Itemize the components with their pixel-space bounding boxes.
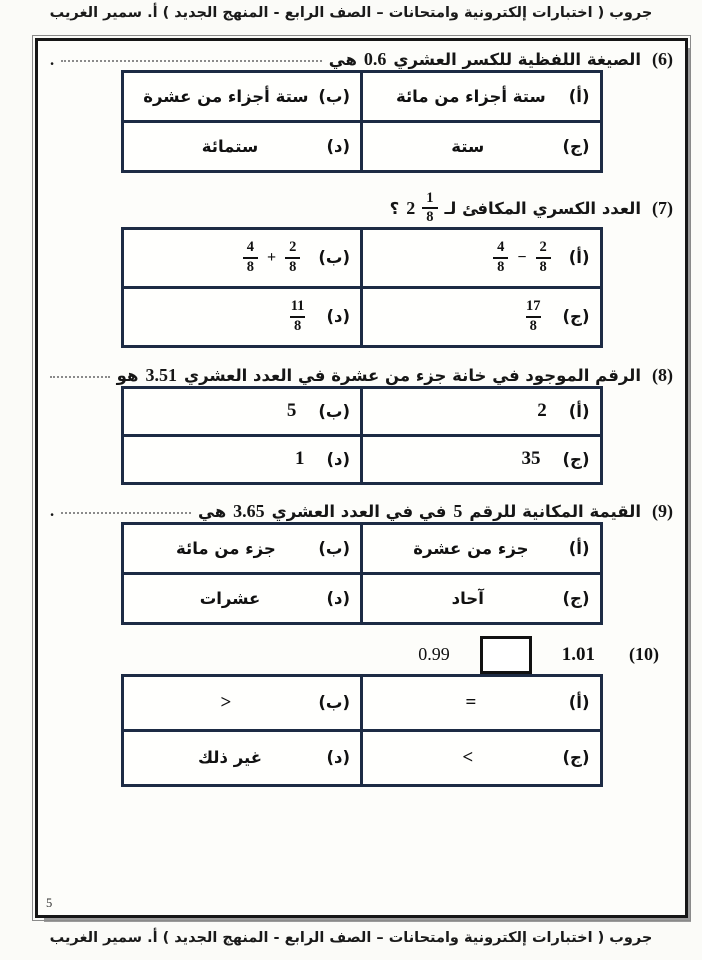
fraction (522, 298, 545, 335)
option-c-label: (ج) (562, 588, 590, 608)
question-9-value2: 3.65 (233, 500, 265, 521)
question-6-end-dot: . (50, 49, 55, 69)
mixed-number-whole: 2 (406, 197, 416, 218)
option-cell-b (122, 387, 362, 435)
option-cell-a (362, 387, 602, 435)
fraction-denominator: 8 (526, 316, 541, 335)
question-7 (50, 190, 673, 227)
fraction-denominator: 8 (493, 257, 508, 276)
option-b-label: (ب) (318, 538, 350, 558)
option-b-value: 5 (286, 400, 297, 422)
question-7-options-table (121, 227, 603, 348)
option-d-label: (د) (326, 307, 350, 327)
option-cell-a (362, 523, 602, 573)
question-8-value: 3.51 (145, 364, 177, 385)
question-7-text: العدد الكسري المكافئ لـ (444, 198, 641, 218)
question-9-middle: في في العدد العشري (271, 501, 447, 521)
worksheet-frame (35, 38, 688, 918)
fraction (287, 298, 309, 335)
option-cell-b (122, 675, 362, 730)
question-10-options-table (121, 674, 603, 787)
option-cell-b (122, 72, 362, 122)
table-row (122, 675, 601, 730)
table-row (122, 523, 601, 573)
option-cell-c (362, 730, 602, 785)
option-a-label: (أ) (568, 401, 590, 421)
table-row (122, 287, 601, 346)
option-a-value: = (465, 691, 477, 713)
option-a-label: (أ) (568, 693, 590, 713)
fraction (493, 239, 508, 276)
table-row (122, 228, 601, 287)
question-9-options-table (121, 522, 603, 625)
question-9-number: (9) (652, 500, 673, 521)
question-9-end-dot: . (50, 501, 55, 521)
question-9-value1: 5 (453, 500, 463, 521)
question-7-number: (7) (652, 197, 673, 218)
option-cell-b (122, 523, 362, 573)
option-d-label: (د) (326, 588, 350, 608)
option-cell-b (122, 228, 362, 287)
option-b-value: > (220, 691, 232, 713)
fraction-numerator: 11 (290, 298, 305, 315)
option-b-label: (ب) (318, 248, 350, 268)
option-cell-a (362, 228, 602, 287)
option-cell-d (122, 730, 362, 785)
fraction-numerator: 4 (246, 239, 254, 256)
fraction-numerator: 17 (526, 298, 541, 315)
fraction-denominator: 8 (536, 257, 551, 276)
fraction-denominator: 8 (422, 207, 437, 226)
question-8 (50, 365, 673, 386)
question-10-first-number: 1.01 (561, 643, 595, 665)
option-cell-d (122, 122, 362, 172)
question-6-value: 0.6 (363, 49, 387, 69)
page-footer (0, 930, 702, 946)
footer-title: جروب ( اختبارات إلكترونية وامتحانات – الصف الرابع - المنهج الجديد ) أ. سمير الغريب (49, 930, 653, 946)
table-row (122, 387, 601, 435)
question-9-suffix: هي (198, 501, 227, 521)
option-a-value: جزء من عشرة (413, 538, 529, 558)
header-title: جروب ( اختبارات إلكترونية وامتحانات – الصف الرابع - المنهج الجديد ) أ. سمير الغريب (49, 5, 653, 21)
option-d-value: غير ذلك (197, 748, 262, 768)
option-cell-d (122, 573, 362, 623)
question-10-number: (10) (629, 644, 659, 665)
option-d-label: (د) (326, 449, 350, 469)
option-cell-c (362, 122, 602, 172)
option-b-label: (ب) (318, 87, 350, 106)
page-header (0, 0, 702, 21)
option-cell-d (122, 287, 362, 346)
option-b-value: جزء من مائة (176, 538, 276, 558)
dotted-answer-line (50, 376, 110, 378)
fraction-numerator: 2 (289, 239, 297, 256)
question-6 (50, 49, 673, 70)
option-c-value: ستة (451, 137, 485, 156)
dotted-answer-line (61, 60, 322, 62)
fraction (243, 239, 258, 276)
option-cell-a (362, 675, 602, 730)
option-a-label: (أ) (568, 248, 590, 268)
fraction (285, 239, 300, 276)
option-c-label: (ج) (562, 449, 590, 469)
option-c-value: 35 (521, 448, 541, 470)
option-d-expression (287, 298, 309, 335)
question-6-text: الصيغة اللفظية للكسر العشري (393, 50, 641, 69)
question-7-question-mark: ؟ (389, 198, 400, 218)
option-b-label: (ب) (318, 693, 350, 713)
minus-operator: − (517, 248, 527, 266)
table-row (122, 72, 601, 122)
option-b-expression (243, 239, 301, 276)
option-a-value: ستة أجزاء من مائة (395, 87, 546, 106)
option-a-expression (493, 239, 551, 276)
table-row (122, 573, 601, 623)
question-6-number: (6) (652, 49, 673, 69)
option-b-value: ستة أجزاء من عشرة (143, 87, 309, 106)
fraction-numerator: 2 (539, 239, 547, 256)
option-d-value: ستمائة (201, 137, 259, 156)
fraction (536, 239, 551, 276)
question-8-suffix: هو (116, 365, 139, 385)
option-d-label: (د) (326, 748, 350, 768)
question-9-text: القيمة المكانية للرقم (469, 501, 641, 521)
option-cell-c (362, 573, 602, 623)
option-d-label: (د) (326, 137, 350, 156)
option-b-label: (ب) (318, 401, 350, 421)
option-c-label: (ج) (562, 137, 590, 156)
fraction-denominator: 8 (290, 316, 305, 335)
question-8-text: الرقم الموجود في خانة جزء من عشرة في العدد العشري (183, 365, 641, 385)
table-row (122, 730, 601, 785)
plus-operator: + (266, 248, 277, 266)
option-cell-c (362, 287, 602, 346)
mixed-number-fraction (422, 190, 437, 227)
question-6-options-table (121, 70, 603, 173)
option-a-label: (أ) (568, 87, 590, 106)
option-d-value: 1 (294, 448, 305, 470)
option-c-label: (ج) (562, 748, 590, 768)
comparison-answer-box (480, 636, 532, 674)
option-c-value: < (462, 746, 474, 768)
option-d-value: عشرات (199, 588, 261, 608)
option-a-label: (أ) (568, 538, 590, 558)
option-c-value: آحاد (451, 588, 484, 608)
option-cell-c (362, 435, 602, 483)
option-cell-d (122, 435, 362, 483)
fraction-denominator: 8 (285, 257, 300, 276)
question-9 (50, 501, 673, 522)
fraction-numerator: 4 (497, 239, 505, 256)
question-8-number: (8) (652, 364, 673, 385)
option-c-expression (522, 298, 545, 335)
fraction-numerator: 1 (426, 190, 434, 206)
question-8-options-table (121, 386, 603, 485)
worksheet-content (38, 41, 685, 915)
table-row (122, 122, 601, 172)
option-a-value: 2 (537, 400, 547, 422)
dotted-answer-line (61, 512, 191, 514)
option-cell-a (362, 72, 602, 122)
question-10 (50, 636, 673, 674)
fraction-denominator: 8 (243, 257, 258, 276)
option-c-label: (ج) (562, 307, 590, 327)
page-number: 5 (46, 896, 53, 910)
question-10-second-number: 0.99 (418, 644, 450, 665)
question-6-suffix: هي (328, 50, 357, 69)
table-row (122, 435, 601, 483)
